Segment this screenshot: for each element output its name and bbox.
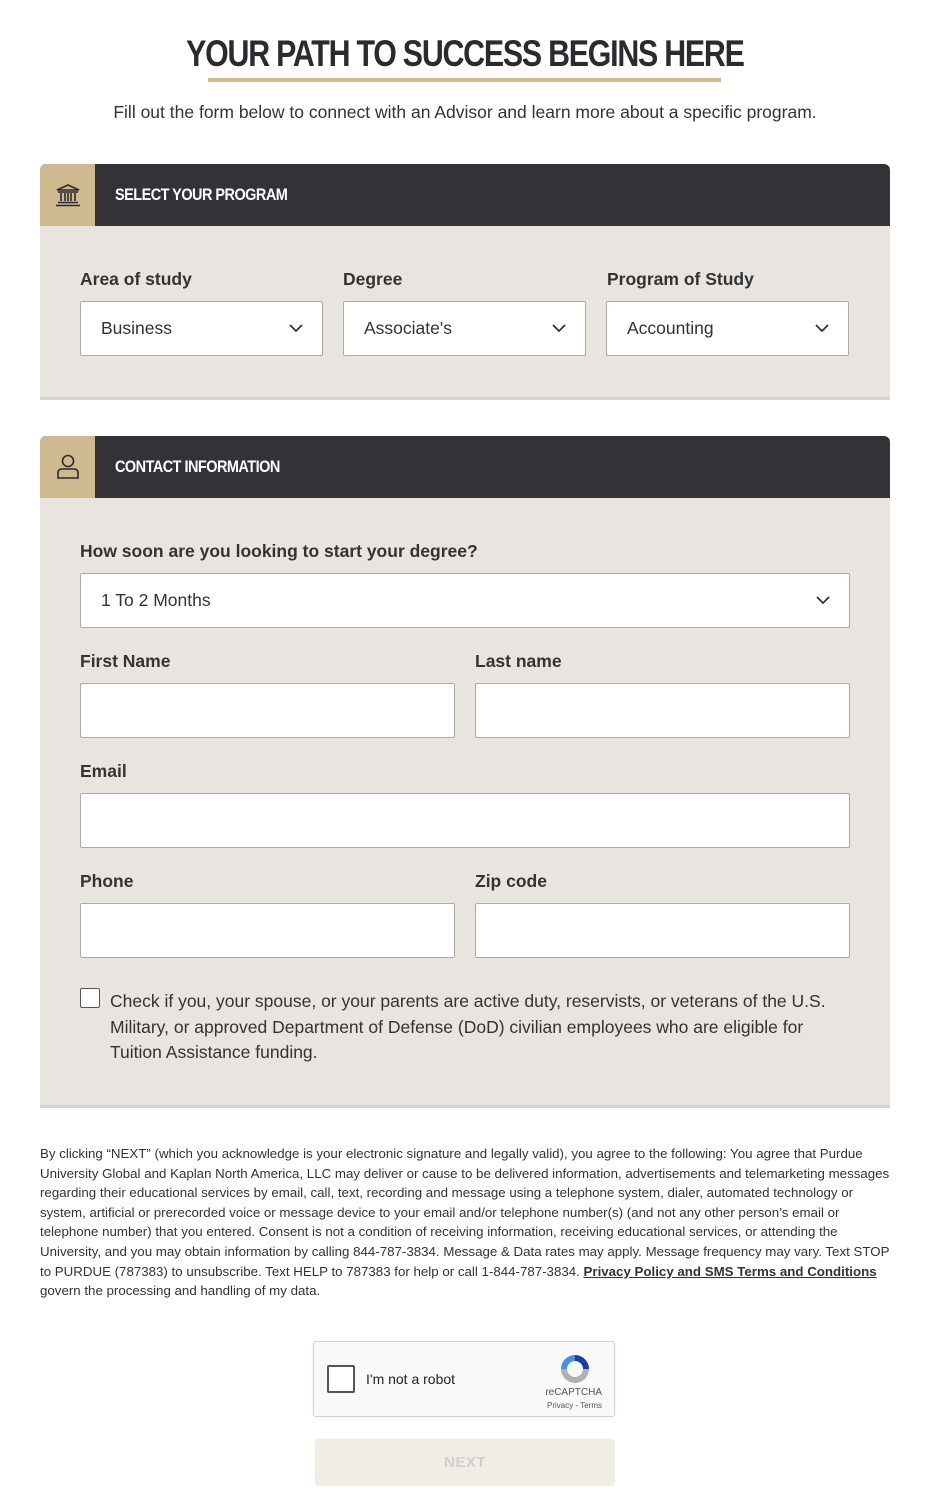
recaptcha-checkbox[interactable] bbox=[327, 1365, 355, 1393]
section-title: CONTACT INFORMATION bbox=[115, 457, 280, 476]
recaptcha-links[interactable]: Privacy - Terms bbox=[547, 1401, 602, 1410]
first-name-input[interactable] bbox=[80, 683, 455, 738]
legal-disclaimer bbox=[40, 1144, 895, 1301]
zip-label: Zip code bbox=[475, 871, 547, 891]
area-value: Business bbox=[101, 318, 173, 338]
phone-input[interactable] bbox=[80, 903, 455, 958]
military-checkbox[interactable] bbox=[80, 988, 100, 1008]
last-name-input[interactable] bbox=[475, 683, 850, 738]
section-title: SELECT YOUR PROGRAM bbox=[115, 185, 288, 204]
phone-label: Phone bbox=[80, 871, 134, 891]
zip-input[interactable] bbox=[475, 903, 850, 958]
legal-text: By clicking “NEXT” (which you acknowledge is your electronic signature and legally valid), you agree to the following: You agree that Purdue University Global and Kaplan North America, LLC may deliver or cause to be delivered information, advertisements and telemarketing messages regarding their educational services by email, call, text, recording and message using a telephone system, dialer, automated technology or system, artificial or prerecorded voice or message device to your email and/or telephone number(s) (and not any other person’s email or telephone number) that you entered. Consent is not a condition of receiving information, receiving educational services, or attending the University, and you may obtain information by calling 844-787-3834. Message & Data rates may apply. Message frequency may vary. Text STOP to PURDUE (787383) to unsubscribe. Text HELP to 787383 for help or call 1-844-787-3834. bbox=[40, 1146, 890, 1279]
user-icon bbox=[40, 436, 95, 498]
last-name-label: Last name bbox=[475, 651, 562, 671]
program-select[interactable] bbox=[606, 301, 849, 356]
recaptcha-logo-icon bbox=[558, 1352, 592, 1386]
chevron-down-icon bbox=[815, 592, 831, 608]
section-header bbox=[40, 436, 890, 498]
military-checkbox-label: Check if you, your spouse, or your parents are active duty, reservists, or veterans of the U.S. Military, or approved Department of Defense (DoD) civilian employees who are eligible for Tuition Assistance funding. bbox=[110, 991, 826, 1062]
chevron-down-icon bbox=[814, 320, 830, 336]
degree-select[interactable] bbox=[343, 301, 586, 356]
page-title: YOUR PATH TO SUCCESS BEGINS HERE bbox=[186, 33, 744, 74]
recaptcha-label: I'm not a robot bbox=[366, 1371, 456, 1387]
privacy-policy-link[interactable]: Privacy Policy and SMS Terms and Conditions bbox=[583, 1263, 877, 1279]
first-name-label: First Name bbox=[80, 651, 171, 671]
chevron-down-icon bbox=[288, 320, 304, 336]
program-label: Program of Study bbox=[607, 269, 754, 289]
chevron-down-icon bbox=[551, 320, 567, 336]
page-title-wrap bbox=[0, 34, 930, 74]
institution-icon bbox=[40, 164, 95, 226]
start-value: 1 To 2 Months bbox=[101, 590, 211, 610]
next-button[interactable]: NEXT bbox=[315, 1439, 615, 1486]
degree-label: Degree bbox=[343, 269, 403, 289]
area-label: Area of study bbox=[80, 269, 192, 289]
degree-value: Associate's bbox=[364, 318, 452, 338]
start-select[interactable] bbox=[80, 573, 850, 628]
recaptcha-brand: reCAPTCHA bbox=[545, 1387, 602, 1398]
start-label: How soon are you looking to start your degree? bbox=[80, 541, 478, 561]
recaptcha-widget bbox=[313, 1341, 615, 1417]
section-header bbox=[40, 164, 890, 226]
email-label: Email bbox=[80, 761, 127, 781]
page-subtitle: Fill out the form below to connect with an Advisor and learn more about a specific program. bbox=[113, 102, 817, 122]
program-value: Accounting bbox=[627, 318, 714, 338]
title-underline bbox=[208, 78, 721, 82]
email-input[interactable] bbox=[80, 793, 850, 848]
legal-text-after: govern the processing and handling of my data. bbox=[40, 1283, 321, 1299]
area-select[interactable] bbox=[80, 301, 323, 356]
